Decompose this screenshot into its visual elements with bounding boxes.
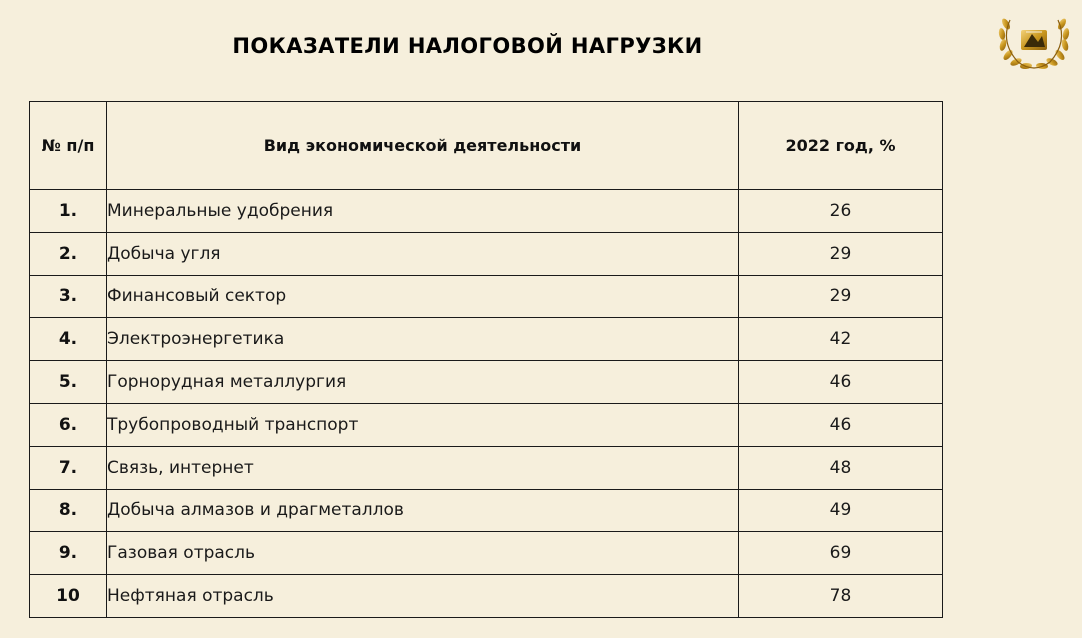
row-number: 5. (30, 361, 107, 404)
row-number: 10 (30, 575, 107, 618)
row-activity: Связь, интернет (107, 446, 739, 489)
row-value: 78 (739, 575, 943, 618)
table-row (30, 575, 943, 618)
header-activity: Вид экономической деятельности (107, 102, 739, 190)
tax-burden-table (29, 101, 943, 618)
table-header-row (30, 102, 943, 190)
table-row (30, 232, 943, 275)
row-number: 4. (30, 318, 107, 361)
row-number: 3. (30, 275, 107, 318)
table-row (30, 190, 943, 233)
row-number: 8. (30, 489, 107, 532)
row-activity: Газовая отрасль (107, 532, 739, 575)
row-activity: Нефтяная отрасль (107, 575, 739, 618)
row-value: 46 (739, 403, 943, 446)
row-value: 49 (739, 489, 943, 532)
row-activity: Горнорудная металлургия (107, 361, 739, 404)
table-row (30, 361, 943, 404)
row-activity: Электроэнергетика (107, 318, 739, 361)
row-value: 42 (739, 318, 943, 361)
table-row (30, 318, 943, 361)
laurel-wreath-emblem-icon (996, 8, 1072, 72)
row-value: 46 (739, 361, 943, 404)
row-value: 69 (739, 532, 943, 575)
row-value: 26 (739, 190, 943, 233)
row-number: 1. (30, 190, 107, 233)
row-activity: Трубопроводный транспорт (107, 403, 739, 446)
table-row (30, 489, 943, 532)
row-activity: Минеральные удобрения (107, 190, 739, 233)
table-row (30, 275, 943, 318)
header-value: 2022 год, % (739, 102, 943, 190)
table-row (30, 532, 943, 575)
row-value: 48 (739, 446, 943, 489)
row-activity: Финансовый сектор (107, 275, 739, 318)
row-number: 6. (30, 403, 107, 446)
table-row (30, 403, 943, 446)
row-number: 7. (30, 446, 107, 489)
row-value: 29 (739, 275, 943, 318)
row-activity: Добыча угля (107, 232, 739, 275)
row-number: 2. (30, 232, 107, 275)
header-number: № п/п (30, 102, 107, 190)
row-value: 29 (739, 232, 943, 275)
page-title: ПОКАЗАТЕЛИ НАЛОГОВОЙ НАГРУЗКИ (232, 34, 703, 58)
row-activity: Добыча алмазов и драгметаллов (107, 489, 739, 532)
table-row (30, 446, 943, 489)
row-number: 9. (30, 532, 107, 575)
